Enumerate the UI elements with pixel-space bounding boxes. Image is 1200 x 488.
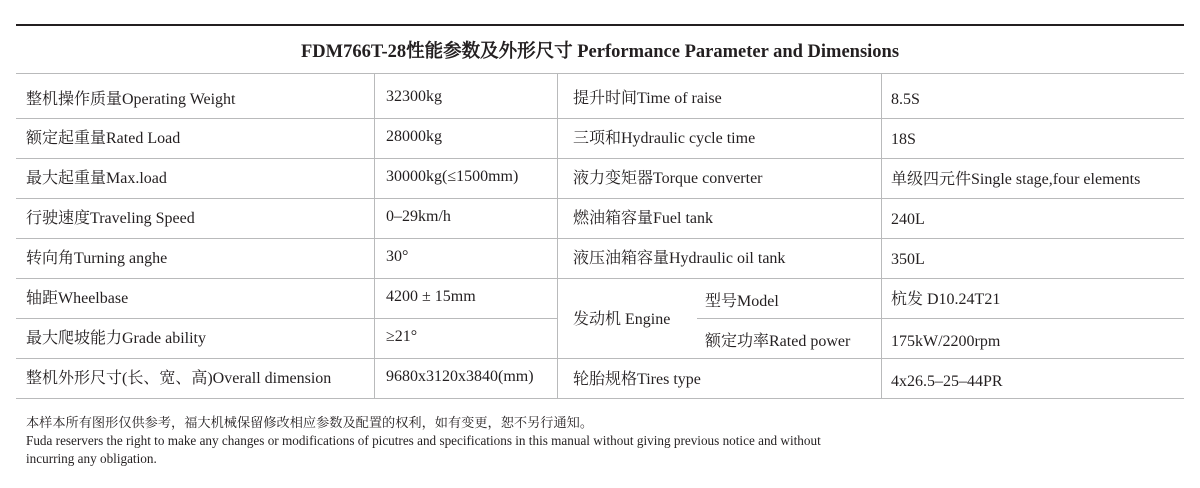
spec-label-wheelbase: 轴距Wheelbase [26,290,129,307]
spec-label-engine: 发动机 Engine [573,311,671,328]
footnote-chinese: 本样本所有图形仅供参考，福大机械保留修改相应参数及配置的权利，如有变更，恕不另行通知。 [26,415,594,430]
row-divider [16,158,1184,159]
row-divider [16,198,1184,199]
spec-label-rated-power: 额定功率Rated power [705,333,851,350]
column-divider [557,73,558,398]
spec-label-overall-dimension: 整机外形尺寸(长、宽、高)Overall dimension [26,370,332,387]
column-divider [881,73,882,398]
top-rule [16,24,1184,26]
row-divider [16,278,1184,279]
spec-label-rated-load: 额定起重量Rated Load [26,130,181,147]
footnote-english-line-1: Fuda reservers the right to make any changes or modifications of picutres and specifications in this manual without giving previous notice and without [26,433,821,448]
spec-value-rated-load: 28000kg [386,128,442,145]
spec-value-time-of-raise: 8.5S [891,91,920,108]
spec-value-engine-model: 杭发 D10.24T21 [891,291,1001,308]
row-divider-partial [697,318,1184,319]
spec-label-traveling-speed: 行驶速度Traveling Speed [26,210,195,227]
table-title: FDM766T-28性能参数及外形尺寸 Performance Parameter and Dimensions [300,42,900,62]
spec-label-tires-type: 轮胎规格Tires type [573,371,701,388]
spec-label-engine-model: 型号Model [705,293,779,310]
spec-label-grade-ability: 最大爬坡能力Grade ability [26,330,206,347]
row-divider [16,118,1184,119]
spec-value-torque-converter: 单级四元件Single stage,four elements [891,171,1141,188]
spec-value-hydraulic-oil-tank: 350L [891,251,925,268]
column-divider [374,73,375,398]
row-divider-partial [16,318,557,319]
spec-label-hydraulic-oil-tank: 液压油箱容量Hydraulic oil tank [573,250,786,267]
spec-label-turning-angle: 转向角Turning anghe [26,250,168,267]
footnote-english-line-2: incurring any obligation. [26,451,157,466]
row-divider [16,358,1184,359]
spec-value-turning-angle: 30° [386,248,409,265]
spec-label-max-load: 最大起重量Max.load [26,170,167,187]
spec-value-rated-power: 175kW/2200rpm [891,333,1001,350]
spec-value-fuel-tank: 240L [891,211,925,228]
row-divider [16,238,1184,239]
spec-value-max-load: 30000kg(≤1500mm) [386,168,519,185]
spec-value-wheelbase: 4200 ± 15mm [386,288,476,305]
spec-value-operating-weight: 32300kg [386,88,442,105]
spec-label-torque-converter: 液力变矩器Torque converter [573,170,763,187]
spec-value-tires-type: 4x26.5–25–44PR [891,373,1003,390]
row-divider [16,73,1184,74]
spec-label-fuel-tank: 燃油箱容量Fuel tank [573,210,713,227]
bottom-rule [16,398,1184,399]
spec-value-grade-ability: ≥21° [386,328,418,345]
spec-value-overall-dimension: 9680x3120x3840(mm) [386,368,534,385]
spec-value-hydraulic-cycle-time: 18S [891,131,916,148]
spec-label-hydraulic-cycle-time: 三项和Hydraulic cycle time [573,130,756,147]
spec-label-time-of-raise: 提升时间Time of raise [573,90,722,107]
spec-label-operating-weight: 整机操作质量Operating Weight [26,91,236,108]
spec-value-traveling-speed: 0–29km/h [386,208,451,225]
